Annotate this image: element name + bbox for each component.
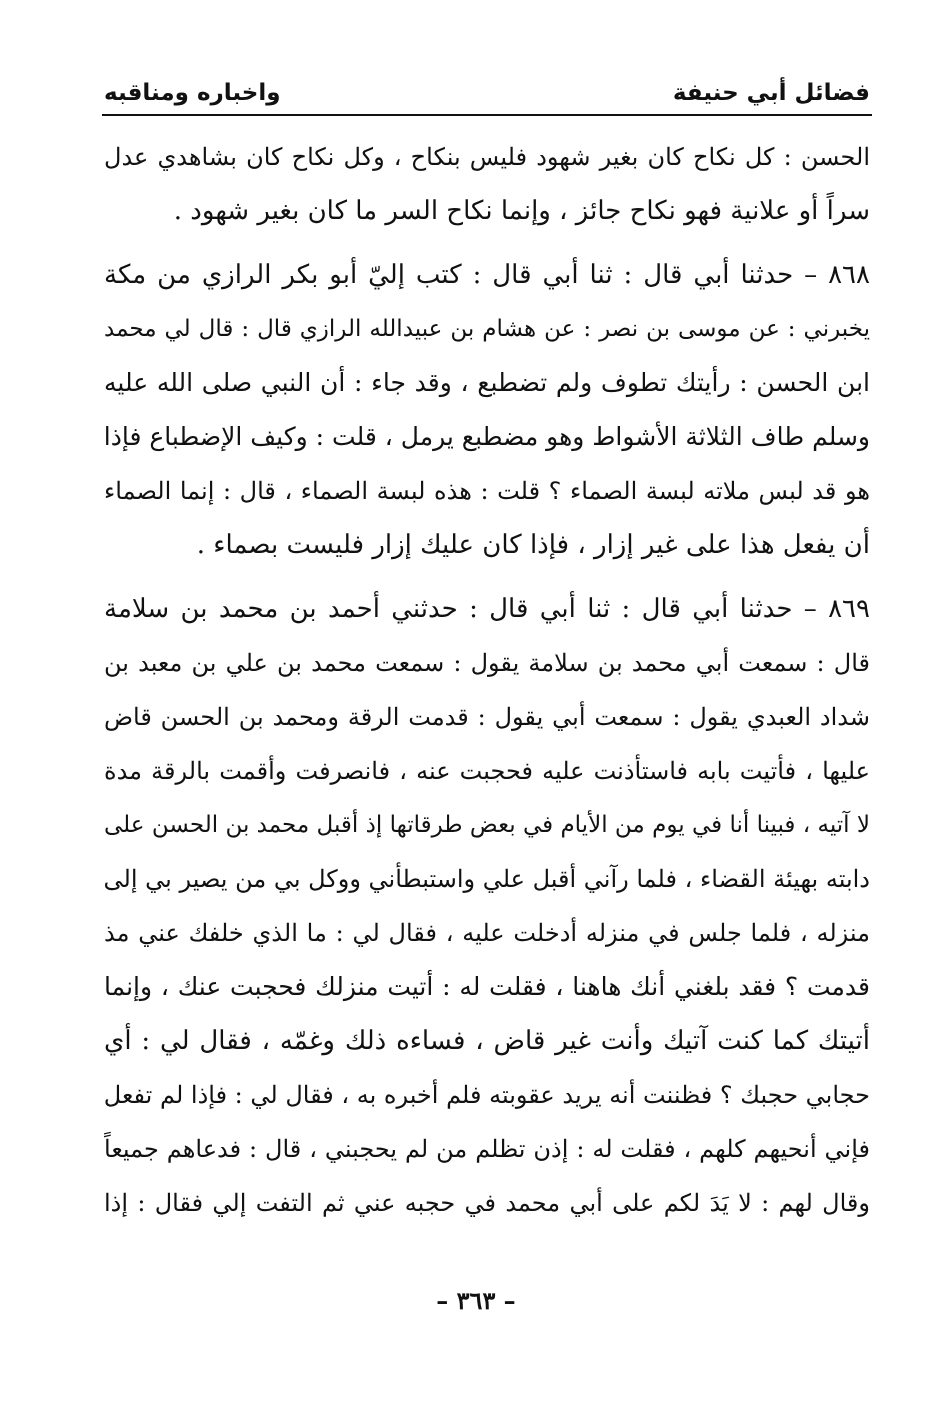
page-number: – ٣٦٣ – (436, 1286, 516, 1315)
text-line: ابن الحسن : رأيتك تطوف ولم تضطبع ، وقد جاء : أن النبي صلى الله عليه (104, 368, 870, 397)
text-line: ٨٦٩ – حدثنا أبي قال : ثنا أبي قال : حدثني أحمد بن محمد بن سلامة (104, 594, 870, 624)
text-line: لا آتيه ، فبينا أنا في يوم من الأيام في بعض طرقاتها إذ أقبل محمد بن الحسن على (104, 812, 870, 838)
text-line: الحسن : كل نكاح كان بغير شهود فليس بنكاح ، وكل نكاح كان بشاهدي عدل (104, 143, 870, 171)
header-divider (102, 114, 872, 116)
text-line: عليها ، فأتيت بابه فاستأذنت عليه فحجبت عنه ، فانصرفت وأقمت بالرقة مدة (104, 757, 870, 785)
paragraph (104, 130, 870, 238)
running-header (104, 72, 870, 112)
text-line: دابته بهيئة القضاء ، فلما رآني أقبل علي واستبطأني ووكل بي من يصير بي إلى (104, 865, 870, 893)
text-line: قال : سمعت أبي محمد بن سلامة يقول : سمعت محمد بن علي بن معبد بن (104, 649, 870, 677)
text-line: شداد العبدي يقول : سمعت أبي يقول : قدمت الرقة ومحمد بن الحسن قاض (104, 703, 870, 731)
text-line: قدمت ؟ فقد بلغني أنك هاهنا ، فقلت له : أتيت منزلك فحجبت عنك ، وإنما (104, 972, 870, 1001)
text-line: وقال لهم : لا يَدَ لكم على أبي محمد في حجبه عني ثم التفت إلي فقال : إذا (104, 1189, 870, 1217)
paragraph-gap (104, 572, 870, 582)
text-line: حجابي حجبك ؟ فظننت أنه يريد عقوبته فلم أخبره به ، فقال لي : فإذا لم تفعل (104, 1081, 870, 1109)
paragraph (104, 582, 870, 1230)
text-line: سراً أو علانية فهو نكاح جائز ، وإنما نكاح السر ما كان بغير شهود . (173, 196, 870, 226)
header-section-title: واخباره ومناقبه (104, 80, 281, 106)
header-book-title: فضائل أبي حنيفة (672, 80, 870, 106)
text-line: أن يفعل هذا على غير إزار ، فإذا كان عليك إزار فليست بصماء . (196, 530, 870, 560)
paragraph (104, 248, 870, 572)
paragraph-gap (104, 238, 870, 248)
text-line: أتيتك كما كنت آتيك وأنت غير قاض ، فساءه ذلك وغمّه ، فقال لي : أي (104, 1026, 870, 1056)
text-line: هو قد لبس ملاته لبسة الصماء ؟ قلت : هذه لبسة الصماء ، قال : إنما الصماء (104, 477, 870, 505)
text-line: فإني أنحيهم كلهم ، فقلت له : إذن تظلم من لم يحجبني ، قال : فدعاهم جميعاً (104, 1135, 870, 1163)
text-line: منزله ، فلما جلس في منزله أدخلت عليه ، فقال لي : ما الذي خلفك عني مذ (104, 919, 870, 947)
text-line: وسلم طاف الثلاثة الأشواط وهو مضطبع يرمل ، قلت : وكيف الإضطباع فإذا (104, 422, 870, 451)
text-line: يخبرني : عن موسى بن نصر : عن هشام بن عبيدالله الرازي قال : قال لي محمد (104, 316, 870, 342)
text-line: ٨٦٨ – حدثنا أبي قال : ثنا أبي قال : كتب إليّ أبو بكر الرازي من مكة (104, 260, 870, 290)
body-text (104, 130, 870, 1230)
